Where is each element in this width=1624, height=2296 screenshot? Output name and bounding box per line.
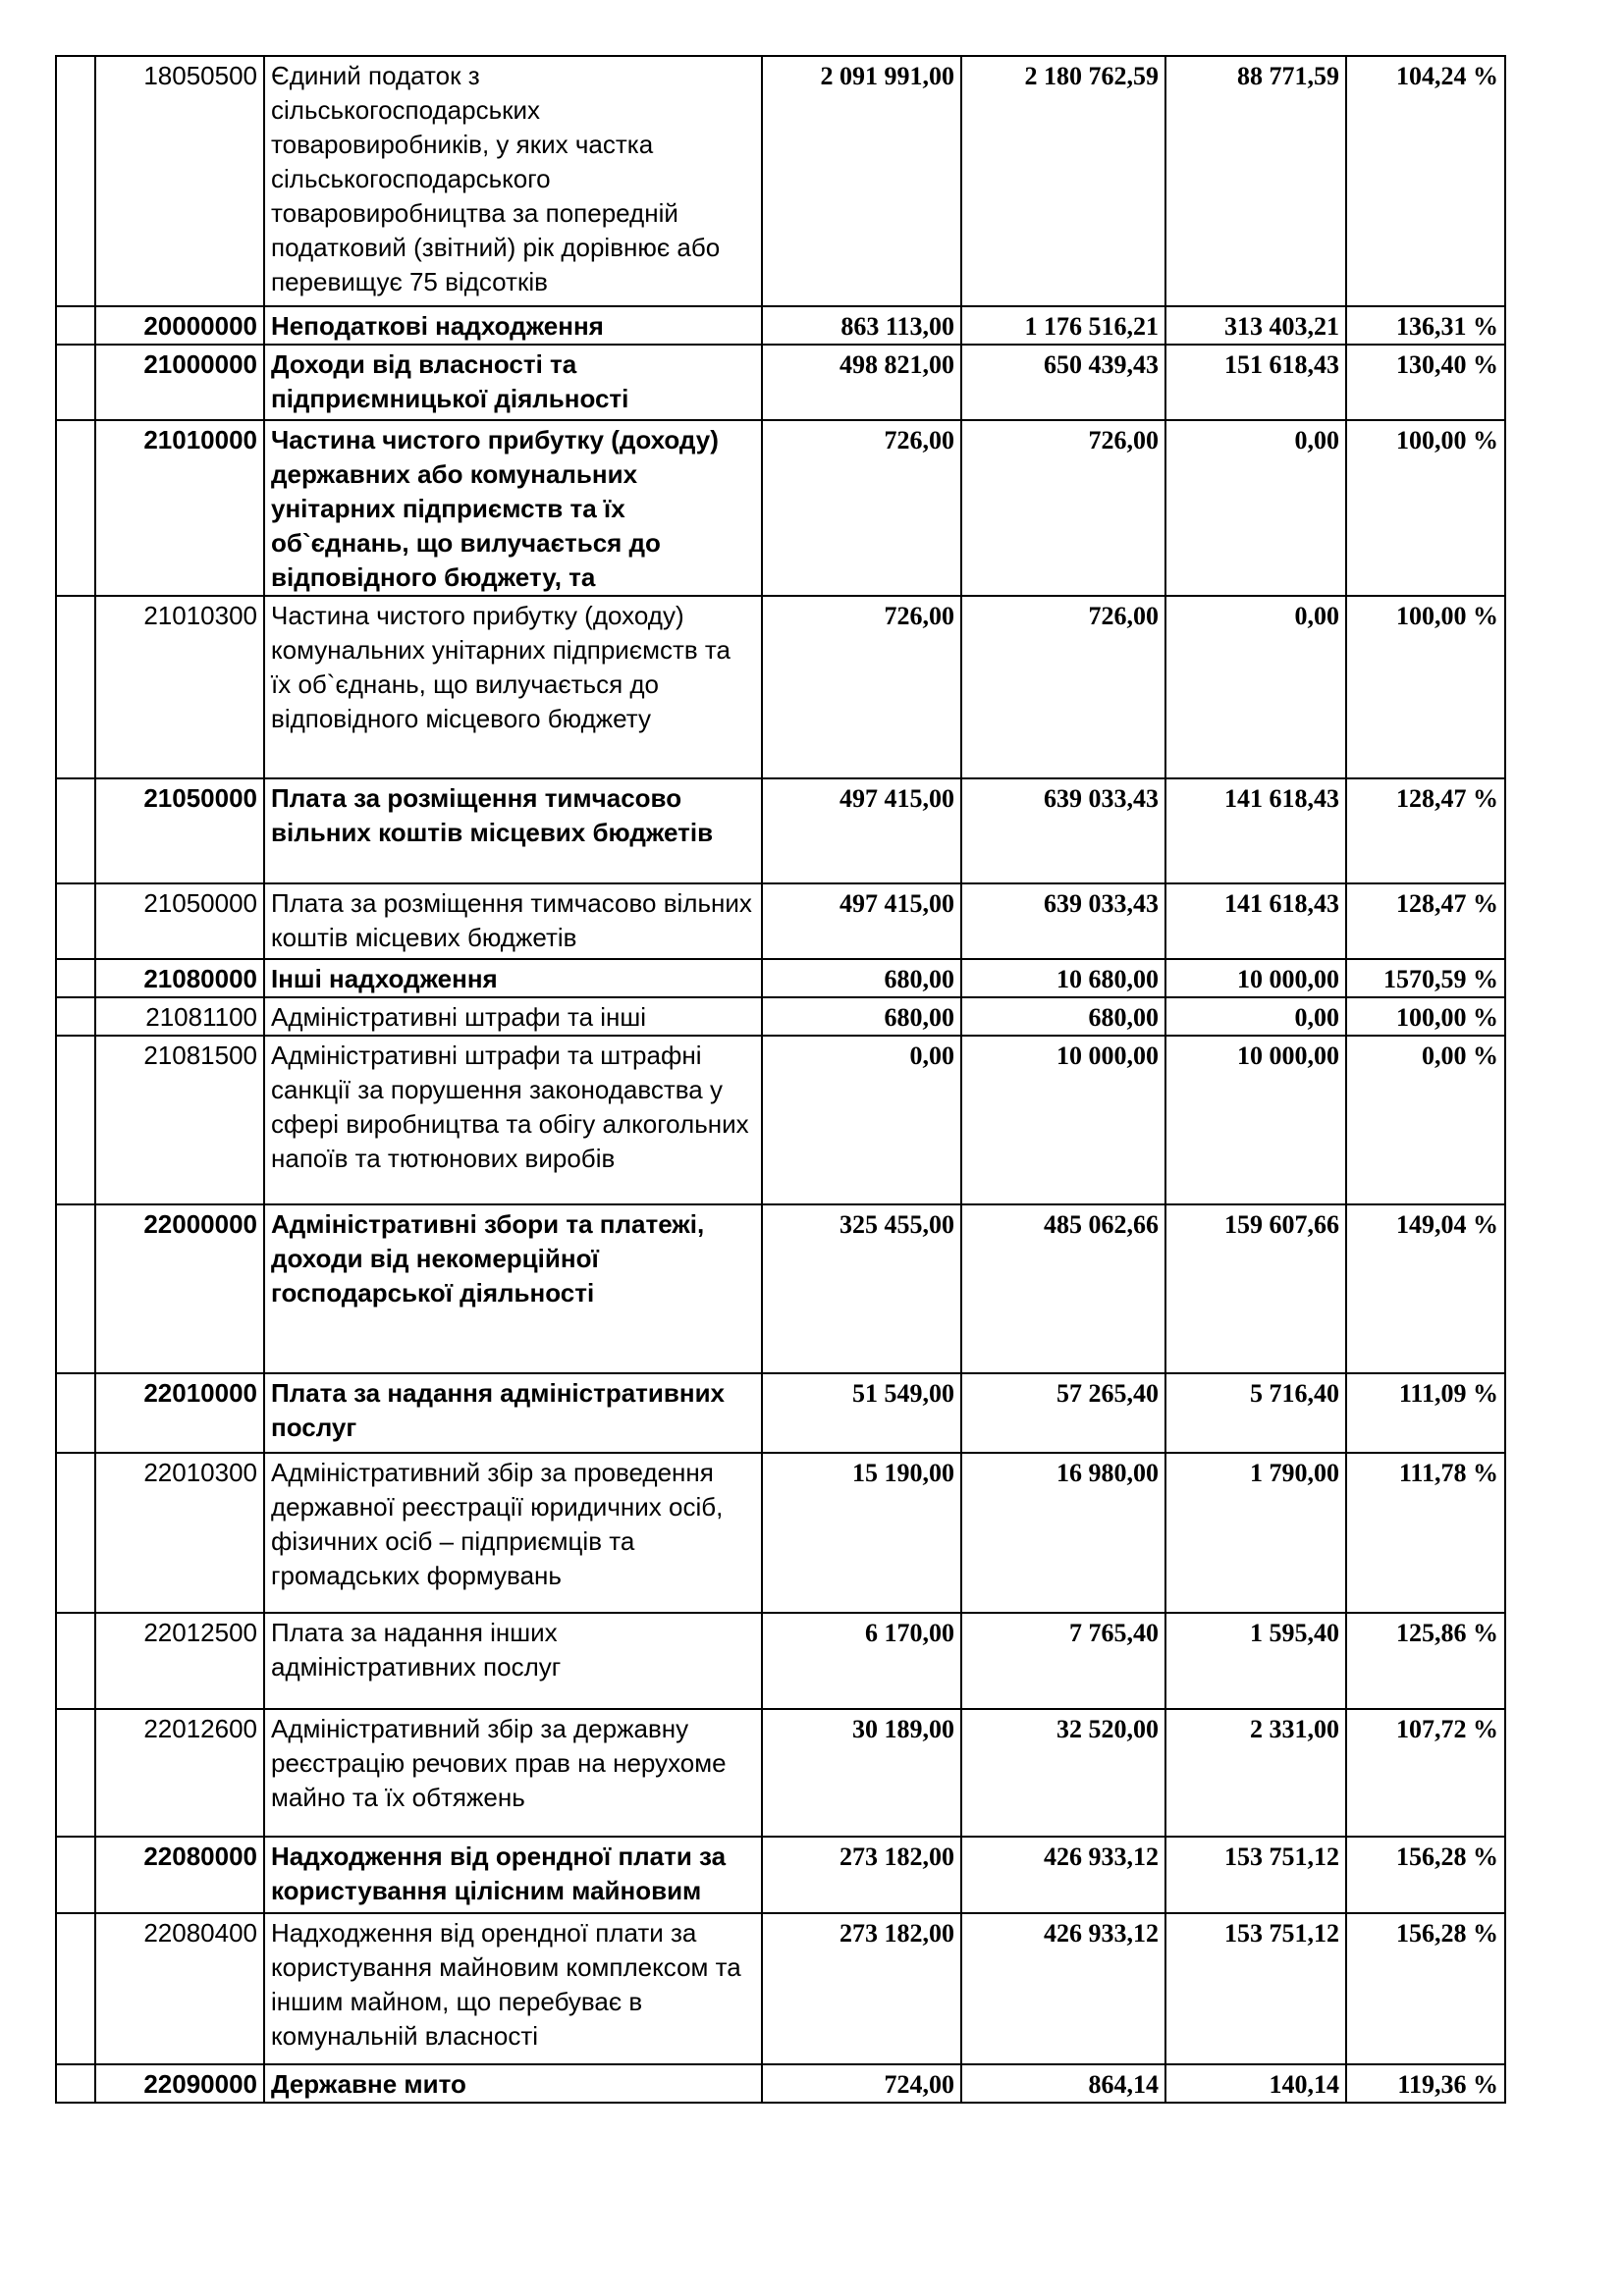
row-plan: 726,00 — [762, 596, 961, 778]
row-diff: 1 595,40 — [1165, 1613, 1346, 1709]
row-diff: 1 790,00 — [1165, 1453, 1346, 1613]
table-row — [56, 1837, 1505, 1913]
row-plan: 863 113,00 — [762, 306, 961, 345]
row-name: Доходи від власності та підприємницької діяльності — [264, 345, 762, 420]
row-actual: 57 265,40 — [961, 1373, 1165, 1453]
row-plan: 273 182,00 — [762, 1837, 961, 1913]
blank-cell — [56, 1613, 95, 1709]
row-actual: 426 933,12 — [961, 1837, 1165, 1913]
row-diff: 10 000,00 — [1165, 959, 1346, 997]
table-row — [56, 1204, 1505, 1373]
row-plan: 6 170,00 — [762, 1613, 961, 1709]
row-percent: 111,09 % — [1346, 1373, 1505, 1453]
row-percent: 100,00 % — [1346, 420, 1505, 596]
row-percent: 100,00 % — [1346, 997, 1505, 1036]
row-diff: 153 751,12 — [1165, 1837, 1346, 1913]
row-actual: 7 765,40 — [961, 1613, 1165, 1709]
blank-cell — [56, 1453, 95, 1613]
row-name: Адміністративні збори та платежі, доходи від некомерційної господарської діяльності — [264, 1204, 762, 1373]
row-name: Плата за надання інших адміністративних послуг — [264, 1613, 762, 1709]
blank-cell — [56, 959, 95, 997]
row-percent: 136,31 % — [1346, 306, 1505, 345]
row-actual: 726,00 — [961, 596, 1165, 778]
row-name: Єдиний податок з сільськогосподарських товаровиробників, у яких частка сільськогосподарського товаровиробництва за попередній податковий (звітний) рік дорівнює або перевищує 75 відсотків — [264, 56, 762, 306]
row-code: 18050500 — [95, 56, 264, 306]
row-name: Частина чистого прибутку (доходу) державних або комунальних унітарних підприємств та їх об`єднань, що вилучається до відповідного бюджету, та — [264, 420, 762, 596]
row-percent: 111,78 % — [1346, 1453, 1505, 1613]
blank-cell — [56, 1204, 95, 1373]
row-name: Адміністративні штрафи та інші — [264, 997, 762, 1036]
blank-cell — [56, 2064, 95, 2103]
table-row — [56, 883, 1505, 959]
row-code: 21050000 — [95, 883, 264, 959]
table-row — [56, 1613, 1505, 1709]
row-plan: 680,00 — [762, 997, 961, 1036]
table-row — [56, 2064, 1505, 2103]
blank-cell — [56, 596, 95, 778]
row-diff: 2 331,00 — [1165, 1709, 1346, 1837]
row-diff: 313 403,21 — [1165, 306, 1346, 345]
blank-cell — [56, 345, 95, 420]
blank-cell — [56, 1373, 95, 1453]
blank-cell — [56, 1036, 95, 1204]
row-name: Частина чистого прибутку (доходу) комунальних унітарних підприємств та їх об`єднань, що вилучається до відповідного місцевого бюджету — [264, 596, 762, 778]
row-diff: 141 618,43 — [1165, 778, 1346, 883]
row-diff: 88 771,59 — [1165, 56, 1346, 306]
row-plan: 497 415,00 — [762, 883, 961, 959]
row-percent: 125,86 % — [1346, 1613, 1505, 1709]
row-percent: 107,72 % — [1346, 1709, 1505, 1837]
row-code: 21010300 — [95, 596, 264, 778]
row-name: Плата за розміщення тимчасово вільних коштів місцевих бюджетів — [264, 883, 762, 959]
row-code: 21010000 — [95, 420, 264, 596]
table-row — [56, 1453, 1505, 1613]
table-body — [56, 56, 1505, 2103]
row-name: Надходження від орендної плати за користування майновим комплексом та іншим майном, що перебуває в комунальній власності — [264, 1913, 762, 2064]
row-actual: 864,14 — [961, 2064, 1165, 2103]
row-diff: 0,00 — [1165, 420, 1346, 596]
row-code: 22000000 — [95, 1204, 264, 1373]
row-code: 21081500 — [95, 1036, 264, 1204]
row-code: 21080000 — [95, 959, 264, 997]
table-row — [56, 997, 1505, 1036]
table-row — [56, 1036, 1505, 1204]
row-code: 20000000 — [95, 306, 264, 345]
table-row — [56, 56, 1505, 306]
row-name: Державне мито — [264, 2064, 762, 2103]
row-actual: 1 176 516,21 — [961, 306, 1165, 345]
row-plan: 325 455,00 — [762, 1204, 961, 1373]
row-percent: 100,00 % — [1346, 596, 1505, 778]
table-row — [56, 345, 1505, 420]
table-row — [56, 959, 1505, 997]
table-row — [56, 1709, 1505, 1837]
row-plan: 680,00 — [762, 959, 961, 997]
row-actual: 680,00 — [961, 997, 1165, 1036]
row-diff: 140,14 — [1165, 2064, 1346, 2103]
table-row — [56, 420, 1505, 596]
row-plan: 0,00 — [762, 1036, 961, 1204]
row-plan: 51 549,00 — [762, 1373, 961, 1453]
row-diff: 153 751,12 — [1165, 1913, 1346, 2064]
blank-cell — [56, 997, 95, 1036]
row-plan: 498 821,00 — [762, 345, 961, 420]
row-percent: 119,36 % — [1346, 2064, 1505, 2103]
row-percent: 128,47 % — [1346, 883, 1505, 959]
row-percent: 0,00 % — [1346, 1036, 1505, 1204]
row-percent: 156,28 % — [1346, 1837, 1505, 1913]
blank-cell — [56, 56, 95, 306]
row-plan: 30 189,00 — [762, 1709, 961, 1837]
row-code: 22010000 — [95, 1373, 264, 1453]
row-name: Неподаткові надходження — [264, 306, 762, 345]
row-diff: 141 618,43 — [1165, 883, 1346, 959]
row-diff: 0,00 — [1165, 596, 1346, 778]
blank-cell — [56, 778, 95, 883]
blank-cell — [56, 1913, 95, 2064]
row-actual: 639 033,43 — [961, 778, 1165, 883]
row-actual: 650 439,43 — [961, 345, 1165, 420]
row-diff: 151 618,43 — [1165, 345, 1346, 420]
blank-cell — [56, 1709, 95, 1837]
row-code: 22012500 — [95, 1613, 264, 1709]
row-plan: 726,00 — [762, 420, 961, 596]
blank-cell — [56, 883, 95, 959]
blank-cell — [56, 420, 95, 596]
revenue-table — [55, 55, 1506, 2104]
row-actual: 10 680,00 — [961, 959, 1165, 997]
row-plan: 497 415,00 — [762, 778, 961, 883]
table-row — [56, 1913, 1505, 2064]
row-code: 21000000 — [95, 345, 264, 420]
row-actual: 16 980,00 — [961, 1453, 1165, 1613]
row-diff: 0,00 — [1165, 997, 1346, 1036]
row-actual: 485 062,66 — [961, 1204, 1165, 1373]
row-code: 22080000 — [95, 1837, 264, 1913]
row-name: Адміністративні штрафи та штрафні санкції за порушення законодавства у сфері виробництва та обігу алкогольних напоїв та тютюнових виробів — [264, 1036, 762, 1204]
row-name: Адміністративний збір за державну реєстрацію речових прав на нерухоме майно та їх обтяжень — [264, 1709, 762, 1837]
table-row — [56, 306, 1505, 345]
row-name: Адміністративний збір за проведення державної реєстрації юридичних осіб, фізичних осіб – підприємців та громадських формувань — [264, 1453, 762, 1613]
row-code: 22090000 — [95, 2064, 264, 2103]
row-actual: 32 520,00 — [961, 1709, 1165, 1837]
row-plan: 273 182,00 — [762, 1913, 961, 2064]
blank-cell — [56, 306, 95, 345]
row-name: Плата за розміщення тимчасово вільних коштів місцевих бюджетів — [264, 778, 762, 883]
table-row — [56, 778, 1505, 883]
row-code: 22010300 — [95, 1453, 264, 1613]
row-diff: 159 607,66 — [1165, 1204, 1346, 1373]
row-percent: 149,04 % — [1346, 1204, 1505, 1373]
row-actual: 10 000,00 — [961, 1036, 1165, 1204]
row-name: Плата за надання адміністративних послуг — [264, 1373, 762, 1453]
row-code: 22012600 — [95, 1709, 264, 1837]
row-actual: 426 933,12 — [961, 1913, 1165, 2064]
row-percent: 104,24 % — [1346, 56, 1505, 306]
row-plan: 15 190,00 — [762, 1453, 961, 1613]
row-percent: 1570,59 % — [1346, 959, 1505, 997]
table-row — [56, 1373, 1505, 1453]
row-percent: 128,47 % — [1346, 778, 1505, 883]
row-percent: 130,40 % — [1346, 345, 1505, 420]
table-row — [56, 596, 1505, 778]
row-actual: 639 033,43 — [961, 883, 1165, 959]
row-actual: 726,00 — [961, 420, 1165, 596]
row-code: 22080400 — [95, 1913, 264, 2064]
row-plan: 724,00 — [762, 2064, 961, 2103]
row-name: Надходження від орендної плати за користування цілісним майновим — [264, 1837, 762, 1913]
row-code: 21081100 — [95, 997, 264, 1036]
row-percent: 156,28 % — [1346, 1913, 1505, 2064]
row-diff: 5 716,40 — [1165, 1373, 1346, 1453]
row-diff: 10 000,00 — [1165, 1036, 1346, 1204]
row-code: 21050000 — [95, 778, 264, 883]
row-plan: 2 091 991,00 — [762, 56, 961, 306]
blank-cell — [56, 1837, 95, 1913]
row-actual: 2 180 762,59 — [961, 56, 1165, 306]
row-name: Інші надходження — [264, 959, 762, 997]
